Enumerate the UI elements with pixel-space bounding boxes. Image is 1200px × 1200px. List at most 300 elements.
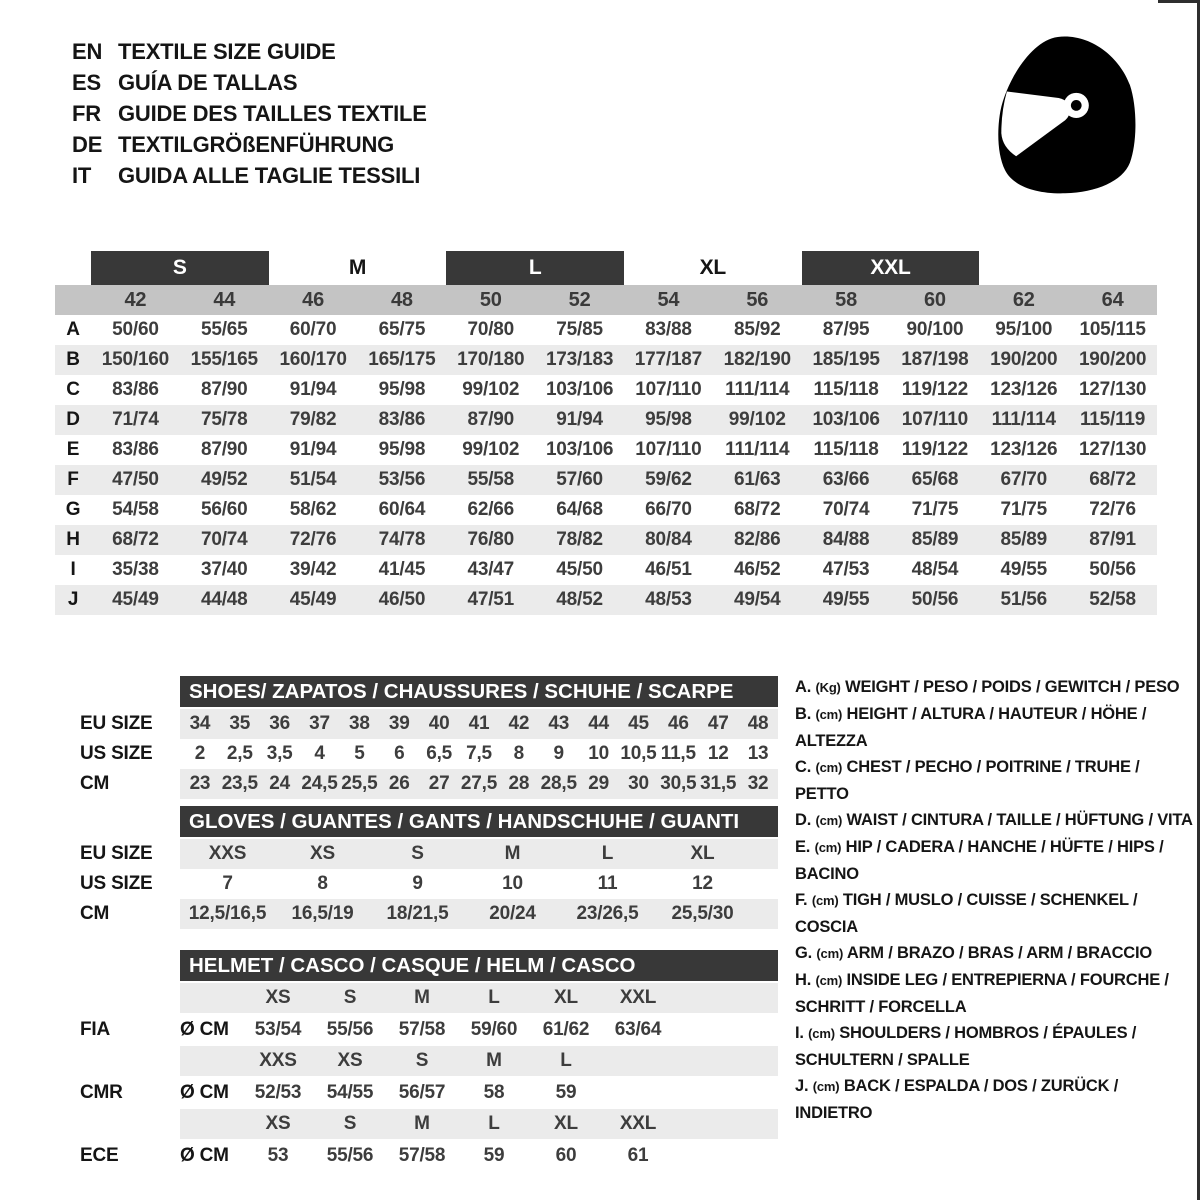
side-label-ece: ECE	[80, 1144, 119, 1166]
size-value-cell: 2,5	[226, 743, 253, 764]
legend-text: WEIGHT / PESO / POIDS / GEWITCH / PESO	[845, 678, 1180, 696]
size-value-cell: 45/49	[112, 589, 159, 610]
size-value-cell: 70/74	[822, 499, 870, 520]
size-value-cell: 90/100	[906, 319, 964, 340]
size-value-cell: 34	[189, 713, 211, 734]
size-value-cell: 51/54	[289, 469, 337, 490]
size-value-cell: 39/42	[289, 559, 337, 580]
helmet-size-value: 53	[267, 1144, 289, 1166]
size-value-cell: 45	[628, 713, 649, 734]
size-value-cell: XL	[690, 843, 715, 864]
size-value-cell: 83/88	[645, 319, 692, 340]
size-value-cell: 41/45	[378, 559, 426, 580]
size-value-cell: 150/160	[101, 349, 170, 370]
helmet-size-label: L	[560, 1050, 572, 1071]
size-value-cell: 49/54	[733, 589, 781, 610]
size-value-cell: 95/98	[378, 439, 426, 460]
size-value-cell: 74/78	[378, 529, 426, 550]
table-row	[180, 739, 778, 769]
row-label: C	[66, 379, 80, 400]
numeric-size-label: 54	[657, 288, 680, 311]
legend-unit: (cm)	[812, 1079, 840, 1094]
helmet-size-value: 60	[555, 1144, 577, 1166]
size-value-cell: 36	[269, 713, 291, 734]
band-spacer	[55, 251, 91, 285]
numeric-size-label: 50	[479, 288, 502, 311]
size-value-cell: 58/62	[289, 499, 337, 520]
unit-spacer	[180, 1046, 242, 1076]
size-value-cell: 12,5/16,5	[188, 903, 267, 924]
size-value-cell: 85/89	[1000, 529, 1048, 550]
size-value-cell: 103/106	[545, 439, 614, 460]
size-value-cell: 27	[428, 773, 450, 794]
size-value-cell: 76/80	[467, 529, 515, 550]
size-value-cell: 65/75	[378, 319, 426, 340]
legend-text: WAIST / CINTURA / TAILLE / HÜFTUNG / VITA	[846, 811, 1193, 829]
side-label-cmr: CMR	[80, 1081, 123, 1103]
size-band-M: M	[348, 256, 367, 279]
numeric-size-label: 52	[568, 288, 591, 311]
helmet-size-value: 59/60	[470, 1018, 518, 1040]
numeric-size-label: 64	[1101, 288, 1124, 311]
diameter-unit-label: Ø CM	[180, 1144, 229, 1166]
size-value-cell: 47/51	[467, 589, 515, 610]
size-value-cell: 49/55	[822, 589, 870, 610]
side-label-spacer	[60, 1046, 180, 1076]
size-value-cell: 190/200	[1078, 349, 1147, 370]
legend-unit: (cm)	[815, 813, 843, 828]
size-value-cell: 127/130	[1078, 439, 1147, 460]
size-value-cell: 85/89	[911, 529, 959, 550]
helmet-sizes-row-CMR	[180, 1046, 778, 1076]
size-value-cell: 52/58	[1089, 589, 1136, 610]
legend-item-J	[795, 1073, 1197, 1126]
legend-key: B.	[795, 705, 812, 723]
side-label-us-size: US SIZE	[80, 873, 153, 894]
helmet-size-label: L	[488, 1113, 500, 1134]
size-value-cell: 8	[513, 743, 525, 764]
language-row	[72, 98, 427, 129]
size-value-cell: 68/72	[733, 499, 781, 520]
helmet-size-label: XS	[337, 1050, 363, 1071]
size-value-cell: 16,5/19	[291, 903, 354, 924]
helmet-size-value: 56/57	[398, 1081, 446, 1103]
table-row	[180, 899, 778, 929]
textile-size-table	[55, 251, 1157, 615]
size-value-cell: 165/175	[368, 349, 436, 370]
language-code: ES	[72, 69, 101, 95]
size-value-cell: 30,5	[660, 773, 697, 794]
helmet-size-value: 53/54	[254, 1018, 302, 1040]
table-row	[180, 869, 778, 899]
size-value-cell: 87/95	[822, 319, 870, 340]
helmet-size-label: M	[486, 1050, 502, 1071]
table-row-G	[55, 495, 1157, 525]
size-value-cell: 47	[707, 713, 729, 734]
size-value-cell: 49/52	[200, 469, 248, 490]
legend-key: F.	[795, 891, 808, 909]
size-value-cell: 64/68	[556, 499, 603, 520]
shoes-section-title: SHOES/ ZAPATOS / CHAUSSURES / SCHUHE / SCARPE	[180, 676, 778, 707]
language-row	[72, 67, 427, 98]
size-value-cell: 107/110	[901, 409, 969, 430]
numeric-size-label-spacer	[55, 285, 91, 315]
size-value-cell: 11,5	[660, 743, 696, 764]
helmet-size-label: S	[343, 1113, 357, 1134]
legend-text: HEIGHT / ALTURA / HAUTEUR / HÖHE / ALTEZZA	[795, 705, 1147, 750]
band-spacer	[979, 251, 1068, 285]
table-row-I	[55, 555, 1157, 585]
size-value-cell: 87/90	[200, 379, 248, 400]
size-value-cell: 44/48	[200, 589, 248, 610]
size-value-cell: 66/70	[645, 499, 692, 520]
table-row-J	[55, 585, 1157, 615]
helmet-size-label: M	[414, 1113, 430, 1134]
helmet-size-value	[602, 1076, 674, 1109]
legend-unit: (cm)	[815, 973, 843, 988]
size-value-cell: 57/60	[556, 469, 603, 490]
legend-text: TIGH / MUSLO / CUISSE / SCHENKEL / COSCIA	[795, 891, 1138, 936]
numeric-size-label: 58	[835, 288, 857, 311]
helmet-size-label: XXL	[619, 987, 657, 1008]
size-value-cell: 30	[628, 773, 649, 794]
size-value-cell: 45/49	[289, 589, 337, 610]
size-value-cell: 95/98	[645, 409, 692, 430]
size-value-cell: 46/51	[645, 559, 692, 580]
size-band-XL: XL	[699, 256, 727, 279]
legend-item-C	[795, 754, 1197, 807]
row-label: J	[67, 589, 79, 610]
legend-text: CHEST / PECHO / POITRINE / TRUHE / PETTO	[795, 758, 1140, 803]
size-value-cell: 155/165	[190, 349, 258, 370]
helmet-size-value: 63/64	[614, 1018, 662, 1040]
helmet-size-label: S	[415, 1050, 429, 1071]
side-label-cm: CM	[80, 903, 110, 924]
size-value-cell: 55/58	[467, 469, 515, 490]
size-value-cell: 10	[588, 743, 609, 764]
language-code: FR	[72, 100, 101, 126]
size-value-cell: XXS	[208, 843, 247, 864]
racing-helmet-icon-svg	[972, 24, 1162, 209]
row-label: H	[66, 529, 80, 550]
helmet-section	[60, 950, 778, 1172]
size-value-cell: 71/75	[911, 499, 959, 520]
row-label: A	[66, 319, 80, 340]
size-value-cell: 27,5	[460, 773, 498, 794]
size-value-cell: 78/82	[556, 529, 603, 550]
size-value-cell: 82/86	[733, 529, 781, 550]
helmet-size-value: 55/56	[326, 1144, 374, 1166]
size-value-cell: 48/53	[645, 589, 692, 610]
size-value-cell: 23,5	[221, 773, 258, 794]
size-value-cell: 127/130	[1078, 379, 1147, 400]
size-value-cell: 28	[508, 773, 530, 794]
size-value-cell: 119/122	[901, 439, 969, 460]
size-value-cell: 31,5	[700, 773, 737, 794]
size-band-S: S	[91, 251, 269, 285]
table-row-F	[55, 465, 1157, 495]
size-band-XXL: XXL	[802, 251, 980, 285]
helmet-size-value: 58	[483, 1081, 505, 1103]
size-value-cell: 87/90	[467, 409, 515, 430]
legend-unit: (cm)	[816, 946, 844, 961]
table-row-H	[55, 525, 1157, 555]
page-edge-line-top	[1158, 0, 1200, 3]
size-value-cell: 5	[354, 743, 365, 764]
legend-unit: (cm)	[815, 760, 843, 775]
language-title: TEXTILGRÖßENFÜHRUNG	[118, 131, 395, 157]
language-title: GUIDE DES TAILLES TEXTILE	[118, 100, 427, 126]
size-value-cell: 190/200	[990, 349, 1058, 370]
numeric-size-label: 44	[213, 288, 236, 311]
size-value-cell: 65/68	[911, 469, 959, 490]
size-value-cell: 170/180	[457, 349, 525, 370]
helmet-size-label: XS	[265, 1113, 291, 1134]
size-value-cell: 38	[349, 713, 370, 734]
size-value-cell: 87/90	[200, 439, 248, 460]
legend-key: A.	[795, 678, 812, 696]
row-label: F	[67, 469, 79, 490]
size-value-cell: 177/187	[634, 349, 703, 370]
table-row	[180, 769, 778, 799]
size-value-cell: 11	[597, 873, 618, 894]
numeric-size-label: 60	[923, 288, 946, 311]
size-value-cell: 41	[468, 713, 490, 734]
size-value-cell: 56/60	[200, 499, 248, 520]
legend-text: ARM / BRAZO / BRAS / ARM / BRACCIO	[846, 944, 1153, 962]
size-value-cell: 123/126	[990, 379, 1058, 400]
legend-unit: (cm)	[811, 893, 839, 908]
unit-spacer	[180, 983, 242, 1013]
size-value-cell: 24	[269, 773, 291, 794]
size-value-cell: 10,5	[620, 743, 657, 764]
size-value-cell: 4	[314, 743, 325, 764]
size-value-cell: 26	[388, 773, 410, 794]
size-value-cell: M	[504, 843, 521, 864]
textile-size-bands	[55, 251, 1157, 285]
table-row-D	[55, 405, 1157, 435]
size-value-cell: 111/114	[725, 379, 790, 400]
size-value-cell: 45/50	[556, 559, 603, 580]
size-value-cell: 107/110	[635, 439, 702, 460]
legend-item-H	[795, 967, 1197, 1020]
size-value-cell: 29	[588, 773, 609, 794]
size-value-cell: 46/50	[378, 589, 426, 610]
size-value-cell: 51/56	[1000, 589, 1048, 610]
size-value-cell: 25,5	[341, 773, 378, 794]
size-value-cell: 37	[309, 713, 330, 734]
size-value-cell: 55/65	[200, 319, 248, 340]
size-value-cell: 35/38	[112, 559, 159, 580]
size-value-cell: 9	[412, 873, 423, 894]
size-value-cell: 9	[553, 743, 564, 764]
size-value-cell: 50/56	[1089, 559, 1136, 580]
legend-text: SHOULDERS / HOMBROS / ÉPAULES / SCHULTERN / SPALLE	[795, 1024, 1137, 1069]
table-row-B	[55, 345, 1157, 375]
legend-key: J.	[795, 1077, 809, 1095]
legend-item-I	[795, 1020, 1197, 1073]
row-label: E	[66, 439, 80, 460]
size-value-cell: 75/85	[556, 319, 603, 340]
size-value-cell: 61/63	[733, 469, 781, 490]
helmet-values-row-FIA	[180, 1013, 778, 1046]
helmet-size-label: XL	[554, 1113, 578, 1134]
legend-key: E.	[795, 838, 811, 856]
size-value-cell: 48/54	[911, 559, 959, 580]
size-value-cell: 111/114	[991, 409, 1056, 430]
size-value-cell: 63/66	[822, 469, 870, 490]
side-label-eu-size: EU SIZE	[80, 713, 153, 734]
size-value-cell: 85/92	[733, 319, 781, 340]
size-value-cell: 3,5	[266, 743, 293, 764]
size-value-cell: 59/62	[645, 469, 692, 490]
language-title: GUÍA DE TALLAS	[118, 69, 298, 95]
size-value-cell: 70/74	[200, 529, 248, 550]
language-row	[72, 36, 427, 67]
numeric-size-label: 48	[390, 288, 413, 311]
side-label-spacer	[60, 1109, 180, 1139]
size-value-cell: 6	[394, 743, 405, 764]
helmet-size-value: 57/58	[398, 1144, 446, 1166]
row-label: G	[65, 499, 81, 520]
size-value-cell: 46/52	[733, 559, 781, 580]
legend-key: D.	[795, 811, 812, 829]
row-label: I	[70, 559, 76, 580]
size-value-cell: 70/80	[467, 319, 515, 340]
size-value-cell: 7,5	[466, 743, 492, 764]
size-value-cell: 32	[747, 773, 769, 794]
legend-item-F	[795, 887, 1197, 940]
size-value-cell: 47/53	[822, 559, 870, 580]
textile-body-rows	[55, 315, 1157, 615]
size-value-cell: 99/102	[462, 439, 520, 460]
numeric-size-label: 56	[746, 288, 769, 311]
shoes-section	[60, 676, 778, 799]
language-title: GUIDA ALLE TAGLIE TESSILI	[118, 162, 421, 188]
size-value-cell: 103/106	[812, 409, 880, 430]
table-row	[180, 839, 778, 869]
helmet-size-value: 59	[483, 1144, 505, 1166]
size-value-cell: 35	[229, 713, 251, 734]
size-value-cell: 20/24	[489, 903, 536, 924]
size-value-cell: 12	[707, 743, 729, 764]
gloves-section-title: GLOVES / GUANTES / GANTS / HANDSCHUHE / GUANTI	[180, 806, 778, 837]
legend-key: C.	[795, 758, 812, 776]
helmet-size-label: M	[414, 987, 430, 1008]
helmet-size-value: 61/62	[542, 1018, 590, 1040]
language-row	[72, 160, 427, 191]
size-value-cell: 71/74	[112, 409, 159, 430]
size-value-cell: 24,5	[301, 773, 338, 794]
size-value-cell: 79/82	[289, 409, 337, 430]
helmet-section-title: HELMET / CASCO / CASQUE / HELM / CASCO	[180, 950, 778, 981]
side-label-cm: CM	[80, 773, 110, 794]
size-value-cell: 105/115	[1079, 319, 1146, 340]
language-title: TEXTILE SIZE GUIDE	[118, 38, 336, 64]
size-value-cell: 185/195	[812, 349, 880, 370]
language-code: DE	[72, 131, 103, 157]
numeric-size-label: 62	[1012, 288, 1035, 311]
legend-text: INSIDE LEG / ENTREPIERNA / FOURCHE / SCHRITT / FORCELLA	[795, 971, 1169, 1016]
legend-key: G.	[795, 944, 813, 962]
size-value-cell: 48	[747, 713, 769, 734]
size-value-cell: 6,5	[426, 743, 453, 764]
size-value-cell: L	[601, 843, 614, 864]
table-row-E	[55, 435, 1157, 465]
language-row	[72, 129, 427, 160]
side-label-us-size: US SIZE	[80, 743, 153, 764]
legend-item-G	[795, 940, 1197, 967]
language-title-block	[72, 36, 427, 191]
side-label-spacer	[60, 983, 180, 1013]
size-value-cell: 2	[194, 743, 206, 764]
size-value-cell: 87/91	[1089, 529, 1136, 550]
size-value-cell: 119/122	[901, 379, 969, 400]
size-value-cell: 40	[428, 713, 450, 734]
size-value-cell: 13	[747, 743, 769, 764]
size-value-cell: 115/118	[813, 439, 879, 460]
size-value-cell: 68/72	[1089, 469, 1136, 490]
size-value-cell: 62/66	[467, 499, 515, 520]
size-value-cell: S	[411, 843, 424, 864]
size-value-cell: 83/86	[378, 409, 426, 430]
size-value-cell: 39	[388, 713, 410, 734]
legend-text: BACK / ESPALDA / DOS / ZURÜCK / INDIETRO	[795, 1077, 1119, 1122]
legend-item-B	[795, 701, 1197, 754]
size-value-cell: 115/118	[813, 379, 879, 400]
side-label-fia: FIA	[80, 1018, 111, 1040]
helmet-size-label: XS	[265, 987, 291, 1008]
size-value-cell: 80/84	[645, 529, 692, 550]
size-value-cell: 123/126	[990, 439, 1058, 460]
size-value-cell: 173/183	[545, 349, 614, 370]
size-value-cell: 95/98	[378, 379, 426, 400]
size-value-cell: 115/119	[1079, 409, 1146, 430]
size-value-cell: 99/102	[728, 409, 786, 430]
size-value-cell: 54/58	[112, 499, 159, 520]
legend-item-E	[795, 834, 1197, 887]
helmet-size-value: 61	[627, 1144, 649, 1166]
legend-key: I.	[795, 1024, 804, 1042]
legend-unit: (cm)	[814, 840, 842, 855]
size-value-cell: 99/102	[462, 379, 520, 400]
helmet-size-label	[602, 1046, 674, 1076]
size-value-cell: 10	[502, 873, 523, 894]
diameter-unit-label: Ø CM	[180, 1018, 229, 1040]
size-value-cell: 60/70	[289, 319, 337, 340]
size-value-cell: 103/106	[545, 379, 614, 400]
helmet-size-value: 59	[555, 1081, 577, 1103]
legend-unit: (cm)	[815, 707, 843, 722]
helmet-size-label: XXS	[259, 1050, 297, 1071]
measurement-legend	[795, 674, 1197, 1126]
diameter-unit-label: Ø CM	[180, 1081, 229, 1103]
size-value-cell: 37/40	[200, 559, 248, 580]
legend-item-D	[795, 807, 1197, 834]
size-value-cell: 42	[508, 713, 530, 734]
size-value-cell: 25,5/30	[671, 903, 734, 924]
size-value-cell: 50/56	[911, 589, 959, 610]
size-value-cell: 53/56	[378, 469, 426, 490]
helmet-size-value: 55/56	[326, 1018, 374, 1040]
table-row	[180, 709, 778, 739]
size-value-cell: 91/94	[289, 379, 337, 400]
size-value-cell: 47/50	[112, 469, 159, 490]
language-code: IT	[72, 162, 92, 188]
size-value-cell: 23/26,5	[576, 903, 639, 924]
size-value-cell: 8	[317, 873, 328, 894]
helmet-size-label: L	[488, 987, 500, 1008]
